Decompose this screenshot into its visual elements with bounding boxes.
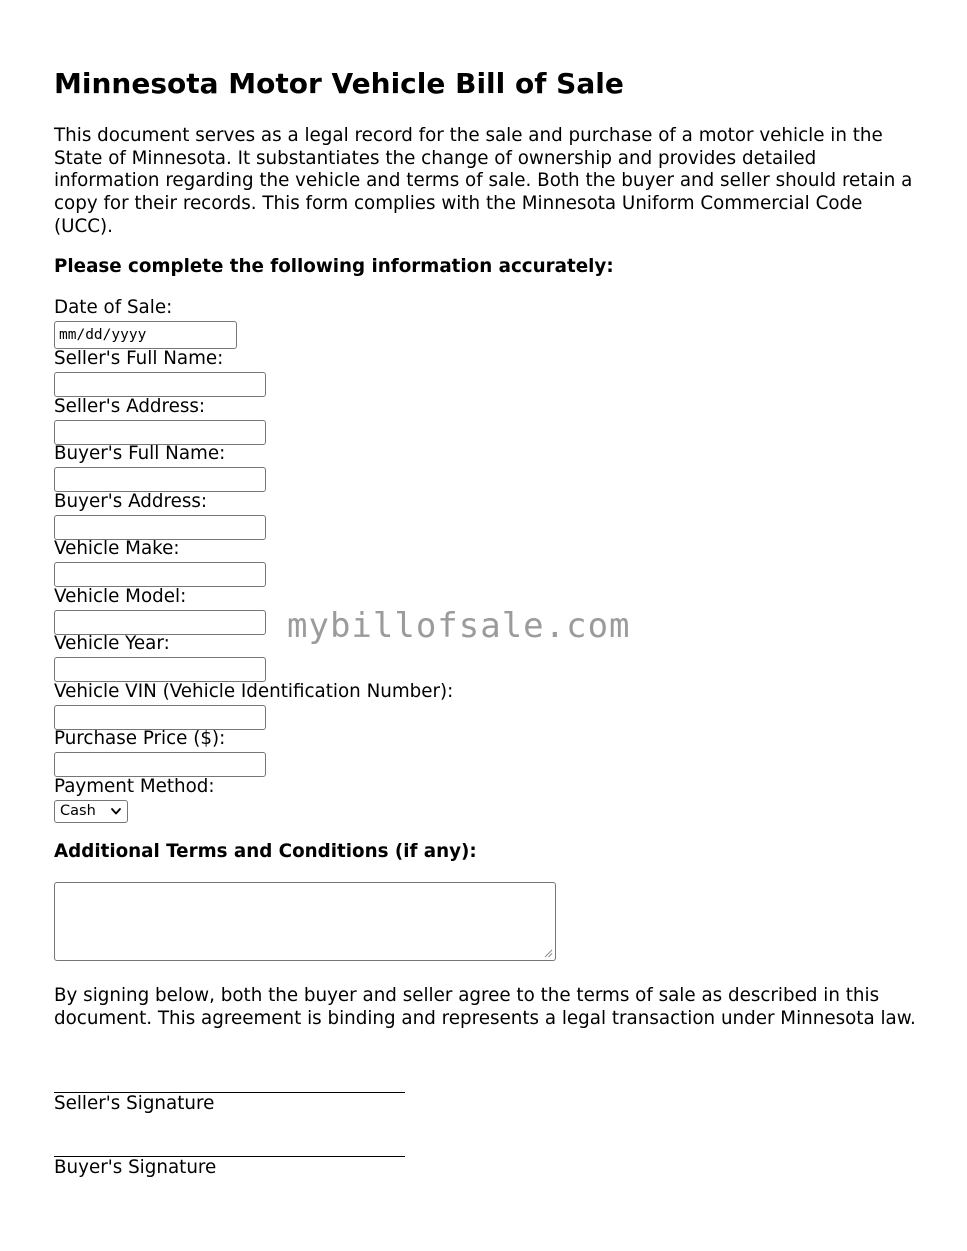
seller-signature-block [54, 1092, 414, 1115]
vehicle-vin-input[interactable] [54, 705, 266, 730]
buyer-signature-block [54, 1156, 414, 1179]
seller-address-input[interactable] [54, 420, 266, 445]
seller-name-input[interactable] [54, 372, 266, 397]
payment-method-label: Payment Method: [54, 775, 215, 797]
terms-textarea[interactable] [54, 882, 556, 961]
vehicle-model-input[interactable] [54, 610, 266, 635]
date-of-sale-label: Date of Sale: [54, 297, 173, 318]
intro-paragraph: This document serves as a legal record for the sale and purchase of a motor vehicle in the State of Minnesota. It substantiates the change of ownership and provides detailed information regarding the vehicle and terms of sale. Both the buyer and seller should retain a copy for their records. This form complies with the Minnesota Uniform Commercial Code (UCC). [54, 125, 913, 237]
buyer-address-input[interactable] [54, 515, 266, 540]
purchase-price-label: Purchase Price ($): [54, 728, 226, 749]
instructions-heading: Please complete the following information accurately: [54, 256, 614, 277]
vehicle-vin-label: Vehicle VIN (Vehicle Identification Number): [54, 680, 454, 702]
vehicle-year-label: Vehicle Year: [54, 633, 170, 654]
seller-name-field [54, 348, 924, 396]
watermark: mybillofsale.com [287, 606, 631, 646]
payment-method-select[interactable] [54, 800, 128, 823]
seller-name-label: Seller's Full Name: [54, 348, 224, 369]
date-of-sale-input[interactable] [54, 321, 237, 349]
buyer-address-field [54, 491, 924, 539]
vehicle-make-field [54, 538, 924, 586]
vehicle-make-label: Vehicle Make: [54, 538, 180, 559]
purchase-price-field [54, 728, 924, 776]
buyer-name-input[interactable] [54, 467, 266, 492]
vehicle-model-label: Vehicle Model: [54, 585, 187, 607]
agreement-paragraph: By signing below, both the buyer and seller agree to the terms of sale as described in this document. This agreement is binding and represents a legal transaction under Minnesota law. [54, 985, 916, 1029]
seller-address-label: Seller's Address: [54, 395, 206, 417]
buyer-address-label: Buyer's Address: [54, 490, 208, 512]
page-title: Minnesota Motor Vehicle Bill of Sale [54, 67, 624, 100]
chevron-down-icon [109, 804, 123, 818]
buyer-name-field [54, 443, 924, 491]
seller-signature-label: Seller's Signature [54, 1093, 215, 1114]
resize-grip-icon[interactable] [544, 949, 553, 958]
vehicle-year-input[interactable] [54, 657, 266, 682]
purchase-price-input[interactable] [54, 752, 266, 777]
terms-heading: Additional Terms and Conditions (if any): [54, 841, 477, 862]
seller-address-field [54, 396, 924, 444]
date-placeholder: mm/dd/yyyy [59, 327, 147, 343]
buyer-name-label: Buyer's Full Name: [54, 443, 226, 464]
vehicle-vin-field [54, 681, 924, 729]
buyer-signature-label: Buyer's Signature [54, 1157, 217, 1178]
sale-form [54, 297, 924, 823]
payment-method-selected: Cash [60, 803, 96, 819]
payment-method-field [54, 776, 924, 824]
vehicle-make-input[interactable] [54, 562, 266, 587]
date-of-sale-field [54, 297, 924, 348]
